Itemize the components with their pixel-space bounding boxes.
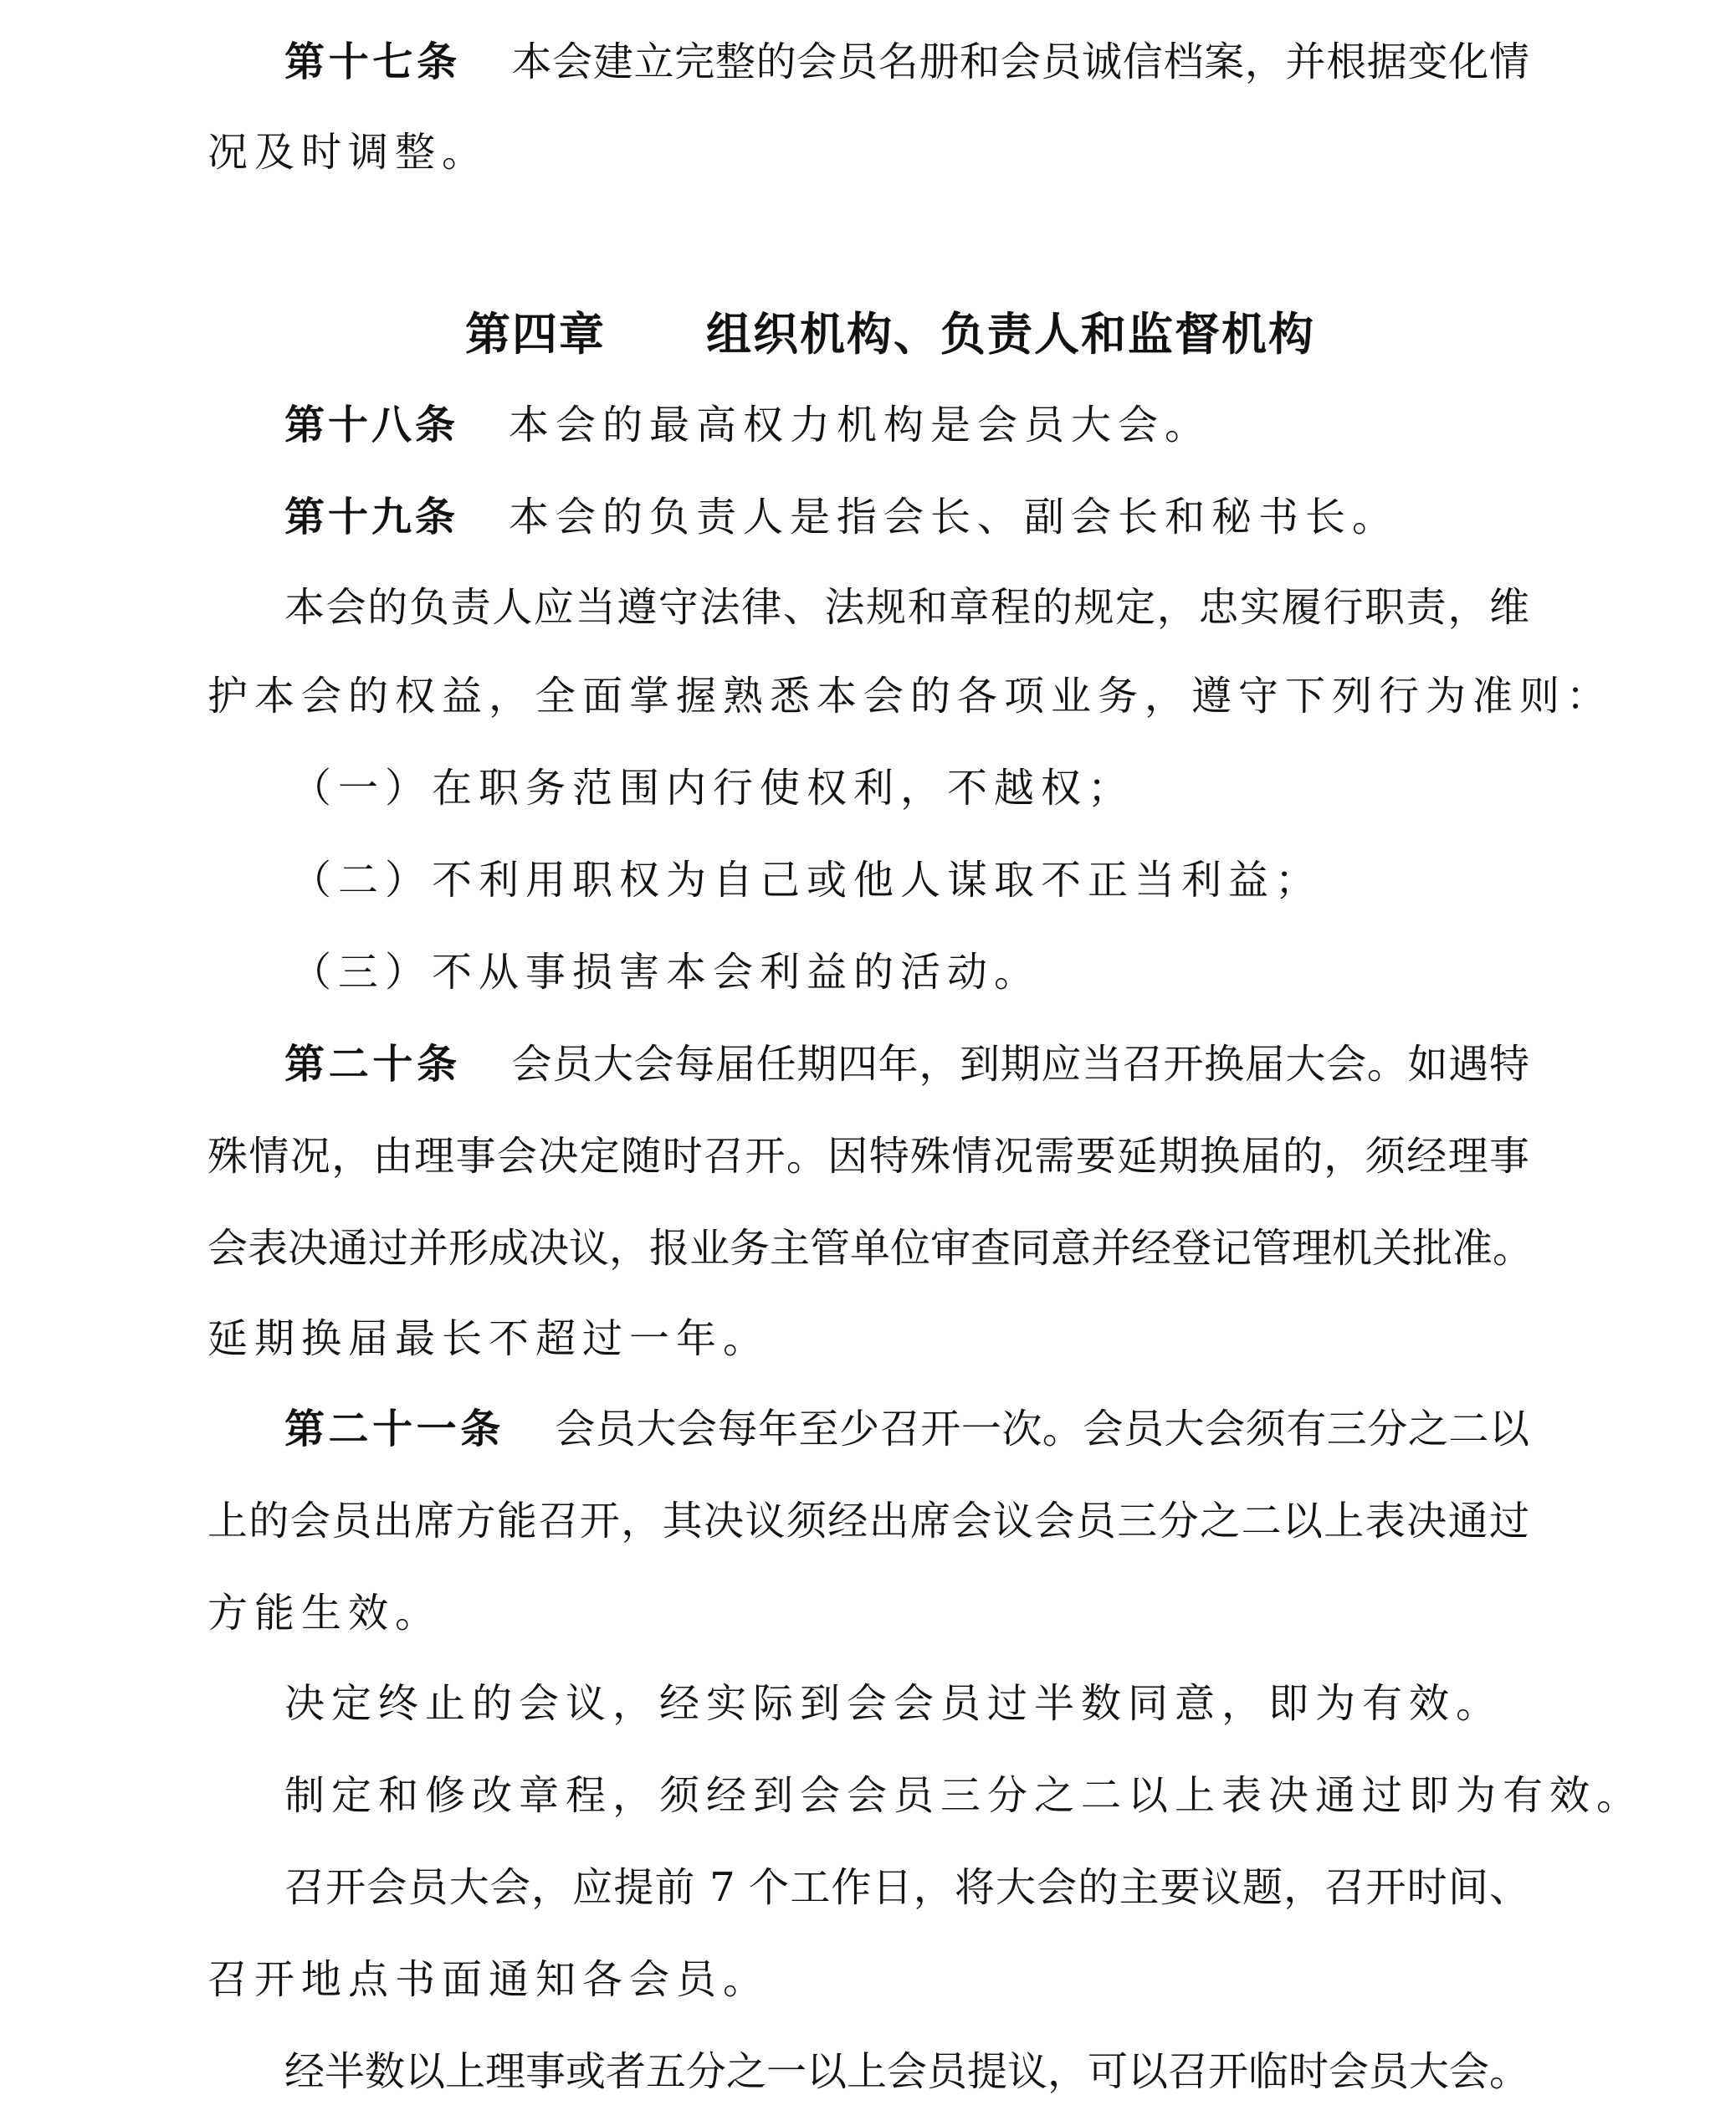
article-18-text: 本会的最高权力机构是会员大会。 <box>509 402 1212 448</box>
article-17-text-1: 本会建立完整的会员名册和会员诚信档案，并根据变化情 <box>510 38 1529 85</box>
article-19-label: 第十九条 <box>284 494 459 540</box>
article-17-line-2: 况及时调整。 <box>207 129 489 176</box>
article-20-line-2: 殊情况，由理事会决定随时召开。因特殊情况需要延期换届的，须经理事 <box>207 1133 1529 1180</box>
chapter-heading <box>465 305 1315 365</box>
article-19-para-line-1: 本会的负责人应当遵守法律、法规和章程的规定，忠实履行职责，维 <box>284 584 1529 631</box>
article-19-item-1: （一）在职务范围内行使权利，不越权； <box>291 765 1135 812</box>
article-20-line-4: 延期换届最长不超过一年。 <box>207 1315 771 1362</box>
article-21-text-1: 会员大会每年至少召开一次。会员大会须有三分之二以 <box>554 1406 1529 1452</box>
article-20-line-1 <box>284 1037 1529 1091</box>
article-19 <box>284 490 1736 544</box>
article-21-line-3: 方能生效。 <box>207 1590 443 1637</box>
article-18 <box>284 398 1736 452</box>
chapter-number: 第四章 <box>465 308 606 361</box>
article-21-para-5: 经半数以上理事或者五分之一以上会员提议，可以召开临时会员大会。 <box>284 2048 1530 2095</box>
article-21-para-3: 制定和修改章程，须经到会会员三分之二以上表决通过即为有效。 <box>284 1772 1644 1819</box>
article-17-label: 第十七条 <box>284 38 461 85</box>
article-20-text-1: 会员大会每届任期四年，到期应当召开换届大会。如遇特 <box>510 1041 1529 1088</box>
article-21-label: 第二十一条 <box>284 1406 504 1452</box>
article-20-line-3: 会表决通过并形成决议，报业务主管单位审查同意并经登记管理机关批准。 <box>207 1225 1534 1272</box>
article-21-line-1 <box>284 1402 1529 1456</box>
article-20-label: 第二十条 <box>284 1041 461 1088</box>
article-21-para-4-line-2: 召开地点书面通知各会员。 <box>207 1956 771 2003</box>
article-18-label: 第十八条 <box>284 402 459 448</box>
chapter-title: 组织机构、负责人和监督机构 <box>706 308 1315 361</box>
article-19-item-3: （三）不从事损害本会利益的活动。 <box>291 949 1042 996</box>
article-21-para-4-line-1: 召开会员大会，应提前 7 个工作日，将大会的主要议题，召开时间、 <box>284 1864 1529 1911</box>
article-19-item-2: （二）不利用职权为自己或他人谋取不正当利益； <box>291 857 1323 904</box>
article-21-line-2: 上的会员出席方能召开，其决议须经出席会议会员三分之二以上表决通过 <box>207 1498 1529 1545</box>
article-19-text: 本会的负责人是指会长、副会长和秘书长。 <box>509 494 1400 540</box>
article-17-line-1 <box>284 35 1529 89</box>
article-19-para-line-2: 护本会的权益，全面掌握熟悉本会的各项业务，遵守下列行为准则： <box>207 673 1614 720</box>
article-21-para-2: 决定终止的会议，经实际到会会员过半数同意，即为有效。 <box>284 1680 1503 1727</box>
